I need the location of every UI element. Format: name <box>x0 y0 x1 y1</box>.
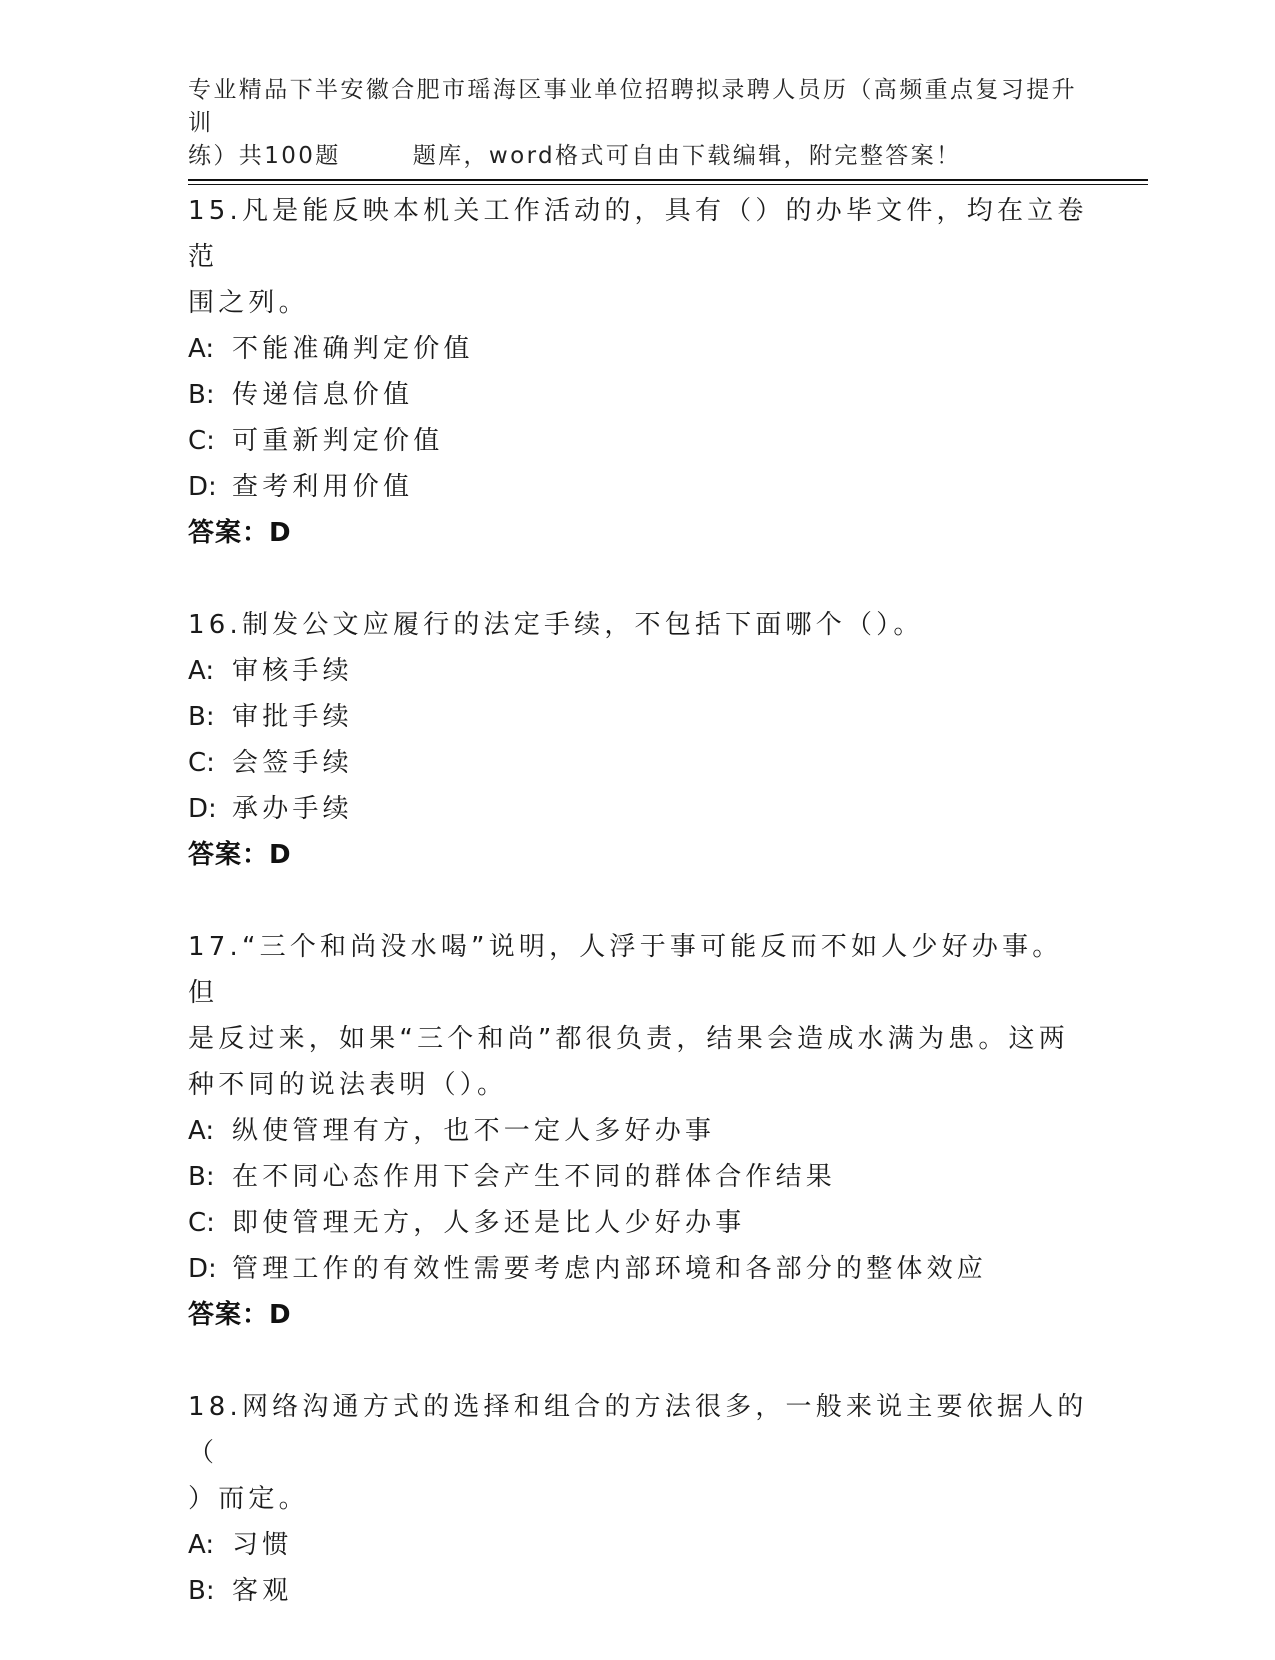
question-text-line: 围之列。 <box>188 288 309 318</box>
option-letter: B: <box>188 702 215 732</box>
option-a <box>188 326 1088 372</box>
option-d <box>188 464 1088 510</box>
header-line-1: 专业精品下半安徽合肥市瑶海区事业单位招聘拟录聘人员历（高频重点复习提升训 <box>188 77 1077 136</box>
option-letter: D: <box>188 1254 217 1284</box>
option-b <box>188 1154 1088 1200</box>
answer-line: 答案：D <box>188 1300 292 1330</box>
option-c <box>188 418 1088 464</box>
option-d <box>188 1246 1088 1292</box>
option-letter: C: <box>188 1208 215 1238</box>
question-text-line: 15.凡是能反映本机关工作活动的，具有（）的办毕文件，均在立卷范 <box>188 196 1088 272</box>
option-text: 可重新判定价值 <box>232 426 444 456</box>
answer-line: 答案：D <box>188 840 292 870</box>
option-letter: A: <box>188 656 215 686</box>
option-a <box>188 648 1088 694</box>
question-15 <box>188 188 1088 556</box>
question-text-line: 16.制发公文应履行的法定手续，不包括下面哪个（）。 <box>188 610 924 640</box>
option-letter: D: <box>188 472 217 502</box>
option-text: 客观 <box>232 1576 293 1606</box>
option-text: 管理工作的有效性需要考虑内部环境和各部分的整体效应 <box>232 1254 988 1284</box>
option-text: 审批手续 <box>232 702 353 732</box>
option-text: 查考利用价值 <box>232 472 414 502</box>
option-letter: C: <box>188 748 215 778</box>
question-text-line: ）而定。 <box>188 1484 309 1514</box>
header-line-2-part-b: 题库，word格式可自由下载编辑，附完整答案！ <box>412 143 962 169</box>
question-17 <box>188 924 1088 1338</box>
option-text: 传递信息价值 <box>232 380 414 410</box>
document-header <box>188 74 1088 173</box>
question-text-line: 18.网络沟通方式的选择和组合的方法很多，一般来说主要依据人的（ <box>188 1392 1088 1468</box>
option-text: 即使管理无方，人多还是比人少好办事 <box>232 1208 746 1238</box>
answer-line: 答案：D <box>188 518 292 548</box>
header-divider-thick <box>188 179 1148 181</box>
option-a <box>188 1108 1088 1154</box>
option-text: 在不同心态作用下会产生不同的群体合作结果 <box>232 1162 837 1192</box>
option-text: 习惯 <box>232 1530 293 1560</box>
option-letter: C: <box>188 426 215 456</box>
option-d <box>188 786 1088 832</box>
option-a <box>188 1522 1088 1568</box>
option-text: 纵使管理有方，也不一定人多好办事 <box>232 1116 716 1146</box>
option-c <box>188 1200 1088 1246</box>
question-list <box>188 188 1088 1660</box>
option-letter: A: <box>188 1116 215 1146</box>
option-text: 不能准确判定价值 <box>232 334 474 364</box>
option-letter: B: <box>188 380 215 410</box>
option-text: 审核手续 <box>232 656 353 686</box>
option-letter: A: <box>188 334 215 364</box>
option-text: 会签手续 <box>232 748 353 778</box>
question-text-line: 17.“三个和尚没水喝”说明，人浮于事可能反而不如人少好办事。但 <box>188 932 1063 1008</box>
question-18 <box>188 1384 1088 1614</box>
option-b <box>188 694 1088 740</box>
header-line-2 <box>188 140 1088 173</box>
option-c <box>188 740 1088 786</box>
option-letter: B: <box>188 1576 215 1606</box>
question-text-line: 种不同的说法表明（）。 <box>188 1070 508 1100</box>
question-16 <box>188 602 1088 878</box>
header-line-2-part-a: 练）共100题 <box>188 143 341 169</box>
option-text: 承办手续 <box>232 794 353 824</box>
option-letter: A: <box>188 1530 215 1560</box>
option-b <box>188 1568 1088 1614</box>
option-letter: B: <box>188 1162 215 1192</box>
option-letter: D: <box>188 794 217 824</box>
option-b <box>188 372 1088 418</box>
question-text-line: 是反过来，如果“三个和尚”都很负责，结果会造成水满为患。这两 <box>188 1024 1069 1054</box>
header-divider-thin <box>188 184 1148 185</box>
